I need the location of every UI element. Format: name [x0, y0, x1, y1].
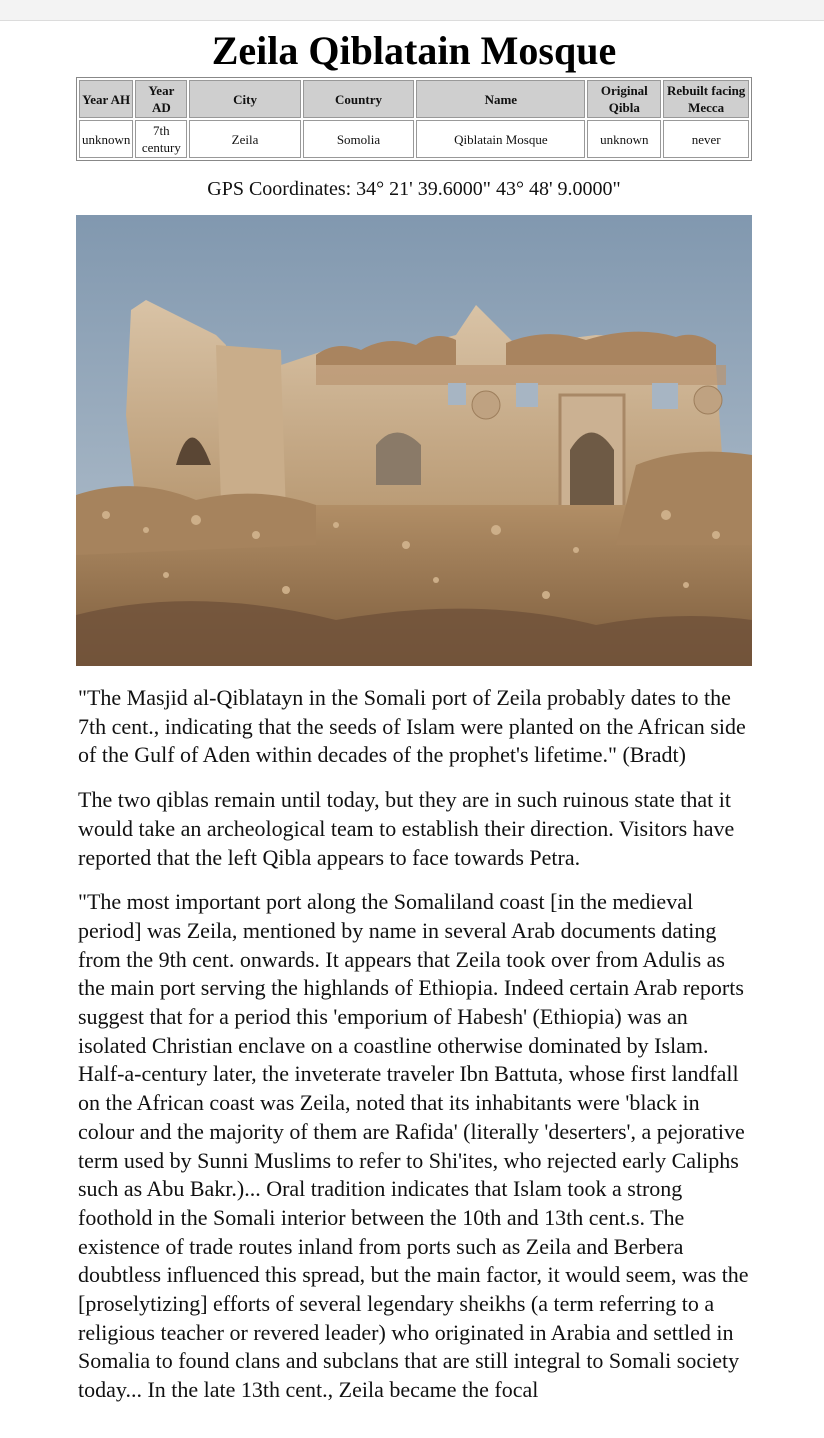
header-city: City — [189, 80, 300, 118]
article-body — [78, 684, 752, 1405]
header-country: Country — [303, 80, 415, 118]
mosque-info-table — [76, 77, 752, 161]
browser-top-bar — [0, 0, 824, 21]
mosque-ruins-photo — [76, 215, 752, 666]
cell-year-ah: unknown — [79, 120, 133, 158]
header-name: Name — [416, 80, 585, 118]
cell-city: Zeila — [189, 120, 300, 158]
paragraph-two-qiblas: The two qiblas remain until today, but they are in such ruinous state that it would take an archeological team to establish their direction. Visitors have reported that the left Qibla appears to face towards Petra. — [78, 787, 735, 870]
cell-name: Qiblatain Mosque — [416, 120, 585, 158]
header-year-ad: Year AD — [135, 80, 187, 118]
cell-country: Somolia — [303, 120, 415, 158]
header-original-qibla: Original Qibla — [587, 80, 661, 118]
header-rebuilt-facing-mecca: Rebuilt facing Mecca — [663, 80, 749, 118]
cell-year-ad: 7th century — [135, 120, 187, 158]
table-header-row — [79, 80, 749, 118]
page-title: Zeila Qiblatain Mosque — [211, 28, 617, 73]
page-content — [76, 27, 752, 1405]
cell-rebuilt-facing-mecca: never — [663, 120, 749, 158]
gps-coordinates: GPS Coordinates: 34° 21' 39.6000" 43° 48' 9.0000" — [207, 178, 621, 200]
paragraph-bradt-quote: "The Masjid al-Qiblatayn in the Somali port of Zeila probably dates to the 7th cent., indicating that the seeds of Islam were planted on the African side of the Gulf of Aden within decades of the prophet's lifetime." (Bradt) — [78, 685, 746, 768]
table-row — [79, 120, 749, 158]
cell-original-qibla: unknown — [587, 120, 661, 158]
paragraph-somaliland-history: "The most important port along the Somaliland coast [in the medieval period] was Zeila, mentioned by name in several Arab documents dating from the 9th cent. onwards. It appears that Zeila took over from Adulis as the main port serving the highlands of Ethiopia. Indeed certain Arab reports suggest that for a period this 'emporium of Habesh' (Ethiopia) was an isolated Christian enclave on a coastline otherwise dominated by Islam. Half-a-century later, the inveterate traveler Ibn Battuta, whose first landfall on the African coast was Zeila, noted that its inhabitants were 'black in colour and the majority of them are Rafida' (literally 'deserters', a pejorative term used by Sunni Muslims to refer to Shi'ites, who rejected early Caliphs such as Abu Bakr.)... Oral tradition indicates that Islam took a strong foothold in the Somali interior between the 10th and 13th cent.s. The existence of trade routes inland from ports such as Zeila and Berbera doubtless influenced this spread, but the main factor, it would seem, was the [proselytizing] efforts of several legendary sheikhs (a term referring to a religious teacher or revered leader) who originated in Arabia and settled in Somalia to found clans and subclans that are still integral to Somali society today... In the late 13th cent., Zeila became the focal — [78, 889, 749, 1403]
header-year-ah: Year AH — [79, 80, 133, 118]
